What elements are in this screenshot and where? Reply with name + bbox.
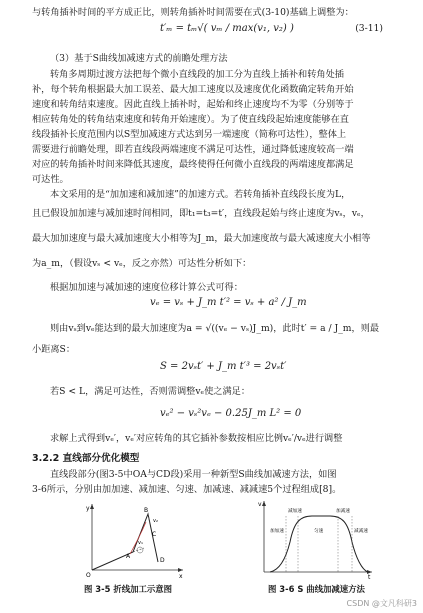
equation-distance: S = 2vₛt′ + J_m t′³ = 2vₛt′: [160, 361, 287, 372]
text-line: 若S < L，满足可达性，否则需调整vₑ使之满足：: [50, 386, 251, 397]
text-line: 本文采用的是“加加速和减加速”的加速方式。若转角插补直线段长度为L，: [50, 189, 351, 200]
text-line: 3-6所示，分别由加加速、减加速、匀速、加减速、减减速5个过程组成[8]。: [32, 484, 342, 495]
label-v1: v₁: [138, 540, 143, 546]
text-line: 为a_m，（假设vₛ < vₑ，反之亦然）可达性分析如下：: [32, 258, 252, 269]
y-axis-arrow: [90, 504, 94, 509]
phase-label-decel-accel: 减加速: [288, 509, 302, 514]
label-b: B: [144, 507, 149, 514]
figure-3-6-caption: 图 3-6 S 曲线加减速方法: [268, 584, 365, 594]
label-x: x: [179, 573, 183, 580]
figure-3-6: [256, 498, 376, 580]
label-y: v: [258, 501, 262, 508]
figure-3-5: [78, 500, 188, 580]
text-line: 则由vₛ到vₑ能达到的最大加速度为a = √((vₑ − vₛ)J_m)，此时t′ = a / J_m，则最: [50, 323, 380, 334]
text-line: 可达性。: [32, 174, 69, 185]
label-a: A: [126, 553, 131, 560]
text-line: 与转角插补时间的平方成正比，则转角插补时间需要在式(3-10)基础上调整为：: [32, 7, 354, 18]
text-line: 转角多周期过渡方法把每个微小直线段的加工分为直线上插补和转角处插: [50, 69, 344, 80]
text-line: 补，每个转角根据最大加工误差、最大加工速度以及速度优化函数确定转角开始: [32, 84, 354, 95]
text-line: 线段插补长度范围内以S型加减速方式达到另一端速度（简称可达性），整体上: [32, 129, 347, 140]
phase-label-dec-decel: 减减速: [354, 529, 368, 534]
text-line: 求解上式得到vₑ′，vₑ′对应转角的其它插补参数按相应比例vₑ′/vₑ进行调整: [50, 433, 343, 444]
equation-number: (3-11): [355, 23, 383, 34]
velocity-v2: [148, 514, 150, 524]
equation-3-11: t′ₘ = tₘ√( vₘ / max(v₁, v₂) ): [160, 23, 294, 34]
subsection-heading: （3）基于S曲线加减速方式的前瞻处理方法: [50, 53, 228, 64]
text-line: 速度和转角结束速度。因此直线上插补时，起始和终止速度均不为零（分别等于: [32, 99, 354, 110]
equation-adjust: vₑ² − vₛ²vₑ − 0.25J_m L² = 0: [160, 408, 302, 419]
text-line: 小距离S：: [32, 344, 76, 355]
label-v2: v₂: [153, 518, 158, 524]
s-curve: [270, 516, 368, 572]
y-axis-arrow: [262, 501, 266, 506]
text-line: 且已假设加加速与减加速时间相同，即t₁=t₃=t′，直线段起始与终止速度为vₛ，vₑ，: [32, 208, 370, 219]
phase-label-add-decel: 加减速: [336, 509, 350, 514]
figure-3-5-caption: 图 3-5 折线加工示意图: [84, 584, 172, 594]
label-o: O: [86, 572, 91, 579]
text-line: 相应转角处的转角结束速度和转角开始速度）。为了使直线段起始速度能够在直: [32, 114, 349, 125]
label-x: t: [368, 574, 371, 580]
text-line: 直线段部分(图3-5中OA与CD段)采用一种新型S曲线加减速方法，如图: [50, 469, 337, 480]
watermark: CSDN @文凡科研3: [346, 599, 417, 608]
phase-label-accel: 加加速: [270, 529, 284, 534]
label-d: D: [160, 557, 165, 564]
label-c: C: [152, 531, 157, 538]
text-line: 需要进行前瞻处理，即若直线段两端速度不满足可达性，通过降低速度较高一端: [32, 144, 354, 155]
x-axis-arrow: [178, 568, 183, 572]
text-line: 最大加加速度与最大减加速度大小相等为J_m，最大加速度故与最大减速度大小相等: [32, 233, 371, 244]
path-oacd: [92, 514, 158, 570]
phase-label-const: 匀速: [314, 529, 324, 534]
text-line: 对应的转角插补时间来降低其速度，最终使得任何微小直线段的两端速度都满足: [32, 159, 354, 170]
equation-velocity: vₑ = vₛ + J_m t′² = vₛ + a² / J_m: [150, 297, 307, 308]
section-heading: 3.2.2 直线部分优化模型: [32, 453, 140, 464]
text-line: 根据加加速与减加速的速度位移计算公式可得：: [50, 282, 243, 293]
label-y: y: [86, 505, 90, 512]
